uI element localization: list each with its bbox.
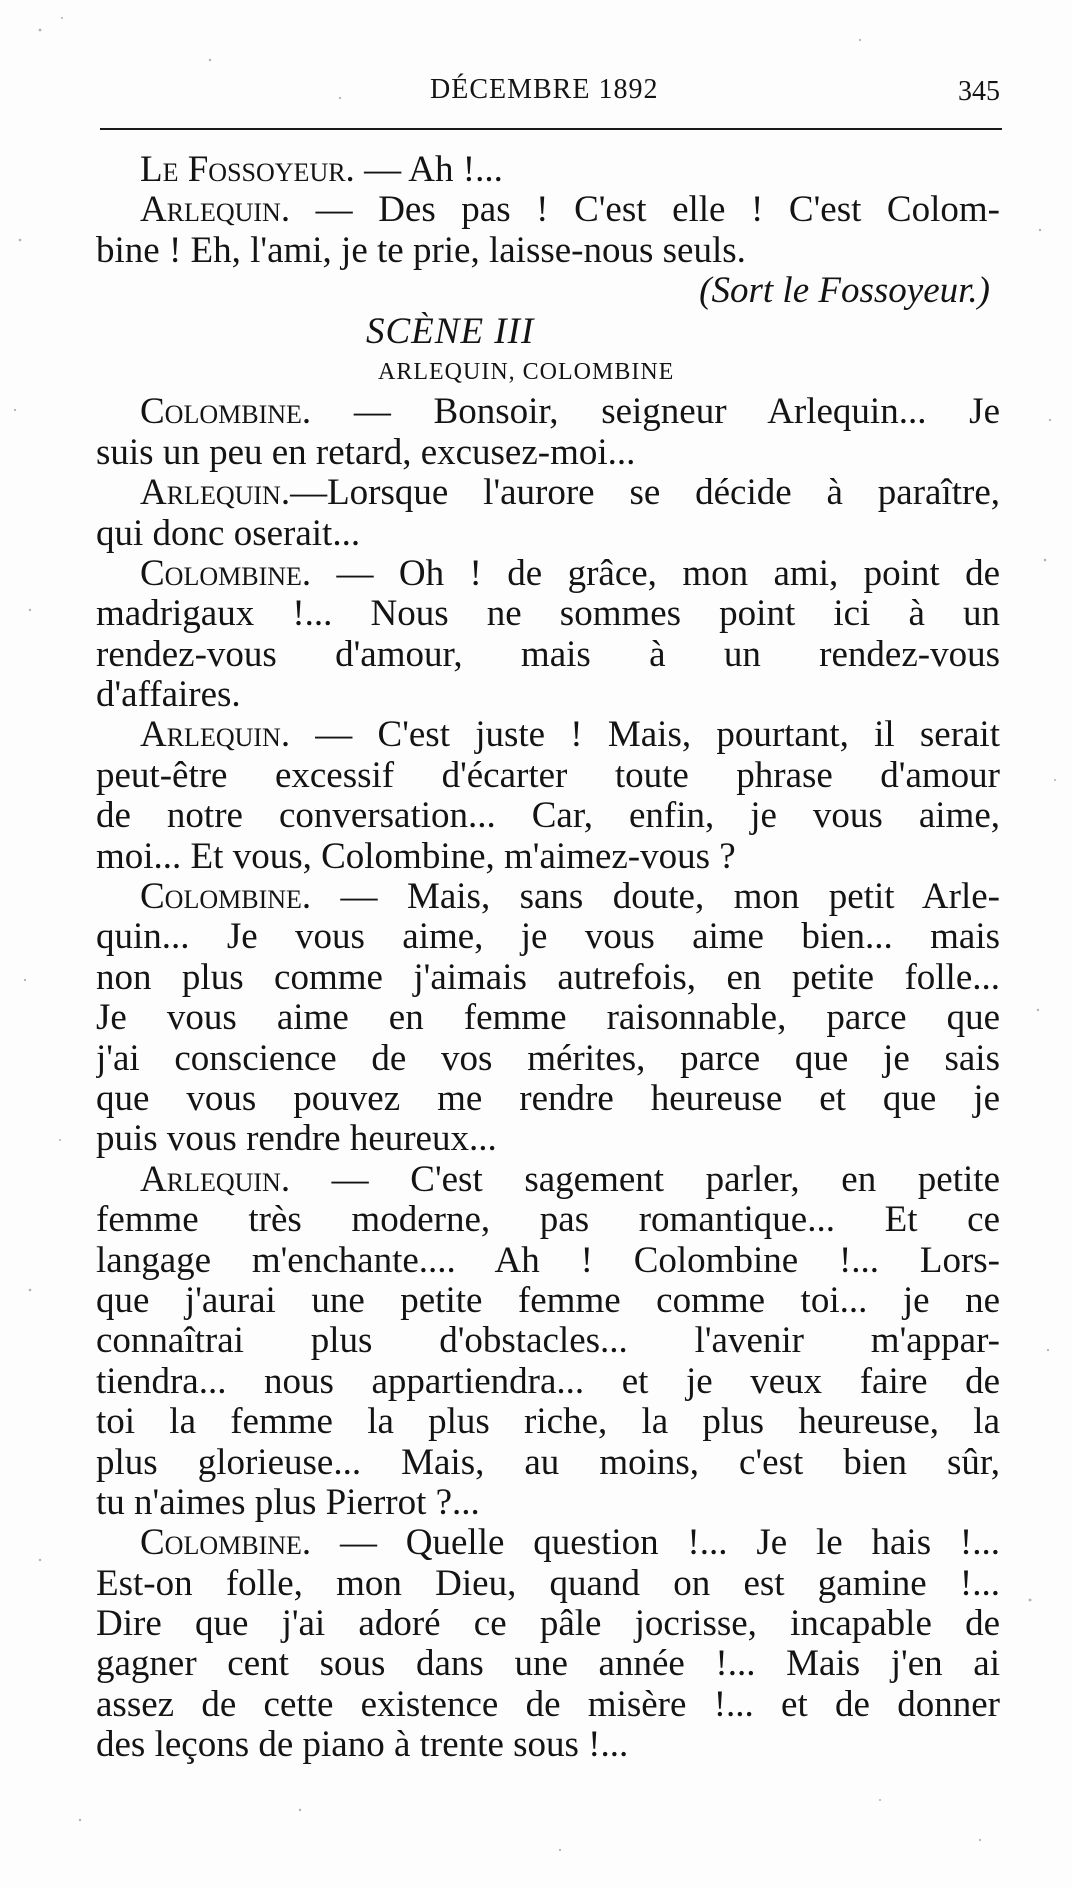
line-text: —Lorsque l'aurore se décide à paraître, <box>290 473 1000 514</box>
speaker-name: Le Fossoyeur. <box>140 150 355 190</box>
line-text: d'affaires. <box>96 675 241 716</box>
text-line <box>96 1564 1000 1604</box>
text-line <box>96 594 1000 634</box>
line-text: — C'est juste ! Mais, pourtant, il serait <box>290 715 1000 756</box>
line-text: Est-on folle, mon Dieu, quand on est gamine !... <box>96 1563 1000 1604</box>
text-line <box>96 1685 1000 1725</box>
line-text: peut-être excessif d'écarter toute phrase d'amour <box>96 755 1000 796</box>
line-text: assez de cette existence de misère !... et de donner <box>96 1684 1000 1725</box>
text-line <box>96 514 1000 554</box>
text-line <box>96 1241 1000 1281</box>
line-text: j'ai conscience de vos mérites, parce que je sais <box>96 1038 1000 1079</box>
text-line <box>96 392 1000 432</box>
line-text: tu n'aimes plus Pierrot ?... <box>96 1482 480 1523</box>
line-text: moi... Et vous, Colombine, m'aimez-vous ? <box>96 836 736 877</box>
text-body <box>96 150 1000 1766</box>
line-text: de notre conversation... Car, enfin, je vous aime, <box>96 796 1000 837</box>
running-title: DÉCEMBRE 1892 <box>430 74 659 105</box>
page-header <box>100 70 1000 110</box>
line-text: Je vous aime en femme raisonnable, parce que <box>96 998 1000 1039</box>
line-text: — C'est sagement parler, en petite <box>290 1159 1000 1200</box>
line-text: tiendra... nous appartiendra... et je veux faire de <box>96 1361 1000 1402</box>
text-line <box>96 1039 1000 1079</box>
line-text: ARLEQUIN, COLOMBINE <box>378 358 675 385</box>
speaker-name: Arlequin. <box>140 190 291 231</box>
text-line <box>96 352 1000 392</box>
text-line <box>96 1362 1000 1402</box>
text-line <box>96 837 1000 877</box>
line-text: (Sort le Fossoyeur.) <box>699 271 990 312</box>
line-text: — Des pas ! C'est elle ! C'est Colom- <box>290 190 1000 231</box>
line-text: — Oh ! de grâce, mon ami, point de <box>311 553 1000 594</box>
text-line <box>96 1523 1000 1563</box>
text-line <box>96 796 1000 836</box>
text-line <box>96 1644 1000 1684</box>
line-text: — Ah !... <box>354 150 503 190</box>
text-line <box>96 715 1000 755</box>
line-text: — Bonsoir, seigneur Arlequin... Je <box>311 392 1000 433</box>
text-line <box>96 1079 1000 1119</box>
text-line <box>96 1321 1000 1361</box>
line-text: — Mais, sans doute, mon petit Arle- <box>311 877 1000 918</box>
line-text: gagner cent sous dans une année !... Mais j'en ai <box>96 1644 1000 1685</box>
text-line <box>96 756 1000 796</box>
text-line <box>96 150 1000 190</box>
text-line <box>96 675 1000 715</box>
text-line <box>96 1725 1000 1765</box>
speaker-name: Arlequin. <box>140 473 291 514</box>
line-text: bine ! Eh, l'ami, je te prie, laisse-nous seuls. <box>96 230 746 271</box>
text-line <box>96 877 1000 917</box>
text-line <box>96 958 1000 998</box>
text-line <box>96 635 1000 675</box>
line-text: plus glorieuse... Mais, au moins, c'est bien sûr, <box>96 1442 1000 1483</box>
text-line <box>96 998 1000 1038</box>
line-text: Dire que j'ai adoré ce pâle jocrisse, incapable de <box>96 1604 1000 1645</box>
text-line <box>96 1160 1000 1200</box>
line-text: connaîtrai plus d'obstacles... l'avenir m'appar- <box>96 1321 1000 1362</box>
speaker-name: Colombine. <box>140 1523 312 1564</box>
text-line <box>96 1119 1000 1159</box>
text-line <box>96 1402 1000 1442</box>
text-line <box>96 312 1000 352</box>
speaker-name: Arlequin. <box>140 715 291 756</box>
text-line <box>96 1483 1000 1523</box>
line-text: non plus comme j'aimais autrefois, en petite folle... <box>96 957 1000 998</box>
line-text: qui donc oserait... <box>96 513 361 554</box>
text-line <box>96 1443 1000 1483</box>
text-line <box>96 271 1000 311</box>
line-text: des leçons de piano à trente sous !... <box>96 1725 629 1766</box>
line-text: femme très moderne, pas romantique... Et ce <box>96 1200 1000 1241</box>
line-text: que vous pouvez me rendre heureuse et que je <box>96 1078 1000 1119</box>
line-text: — Quelle question !... Je le hais !... <box>311 1523 1000 1564</box>
line-text: langage m'enchante.... Ah ! Colombine !... Lors- <box>96 1240 1000 1281</box>
text-line <box>96 917 1000 957</box>
line-text: suis un peu en retard, excusez-moi... <box>96 432 636 473</box>
line-text: toi la femme la plus riche, la plus heureuse, la <box>96 1402 1000 1443</box>
line-text: madrigaux !... Nous ne sommes point ici à un <box>96 594 1000 635</box>
line-text: puis vous rendre heureux... <box>96 1119 497 1160</box>
text-line <box>96 231 1000 271</box>
text-line <box>96 433 1000 473</box>
speaker-name: Colombine. <box>140 553 312 594</box>
header-rule <box>100 128 1002 130</box>
speaker-name: Colombine. <box>140 877 312 918</box>
text-line <box>96 554 1000 594</box>
text-line <box>96 1200 1000 1240</box>
text-line <box>96 1281 1000 1321</box>
line-text: quin... Je vous aime, je vous aime bien... mais <box>96 917 1000 958</box>
line-text: SCÈNE III <box>366 311 535 352</box>
text-line <box>96 190 1000 230</box>
text-line <box>96 473 1000 513</box>
speaker-name: Arlequin. <box>140 1159 291 1200</box>
line-text: rendez-vous d'amour, mais à un rendez-vous <box>96 634 1000 675</box>
page-number: 345 <box>958 76 1000 107</box>
line-text: que j'aurai une petite femme comme toi... je ne <box>96 1280 1000 1321</box>
speaker-name: Colombine. <box>140 392 312 433</box>
text-line <box>96 1604 1000 1644</box>
